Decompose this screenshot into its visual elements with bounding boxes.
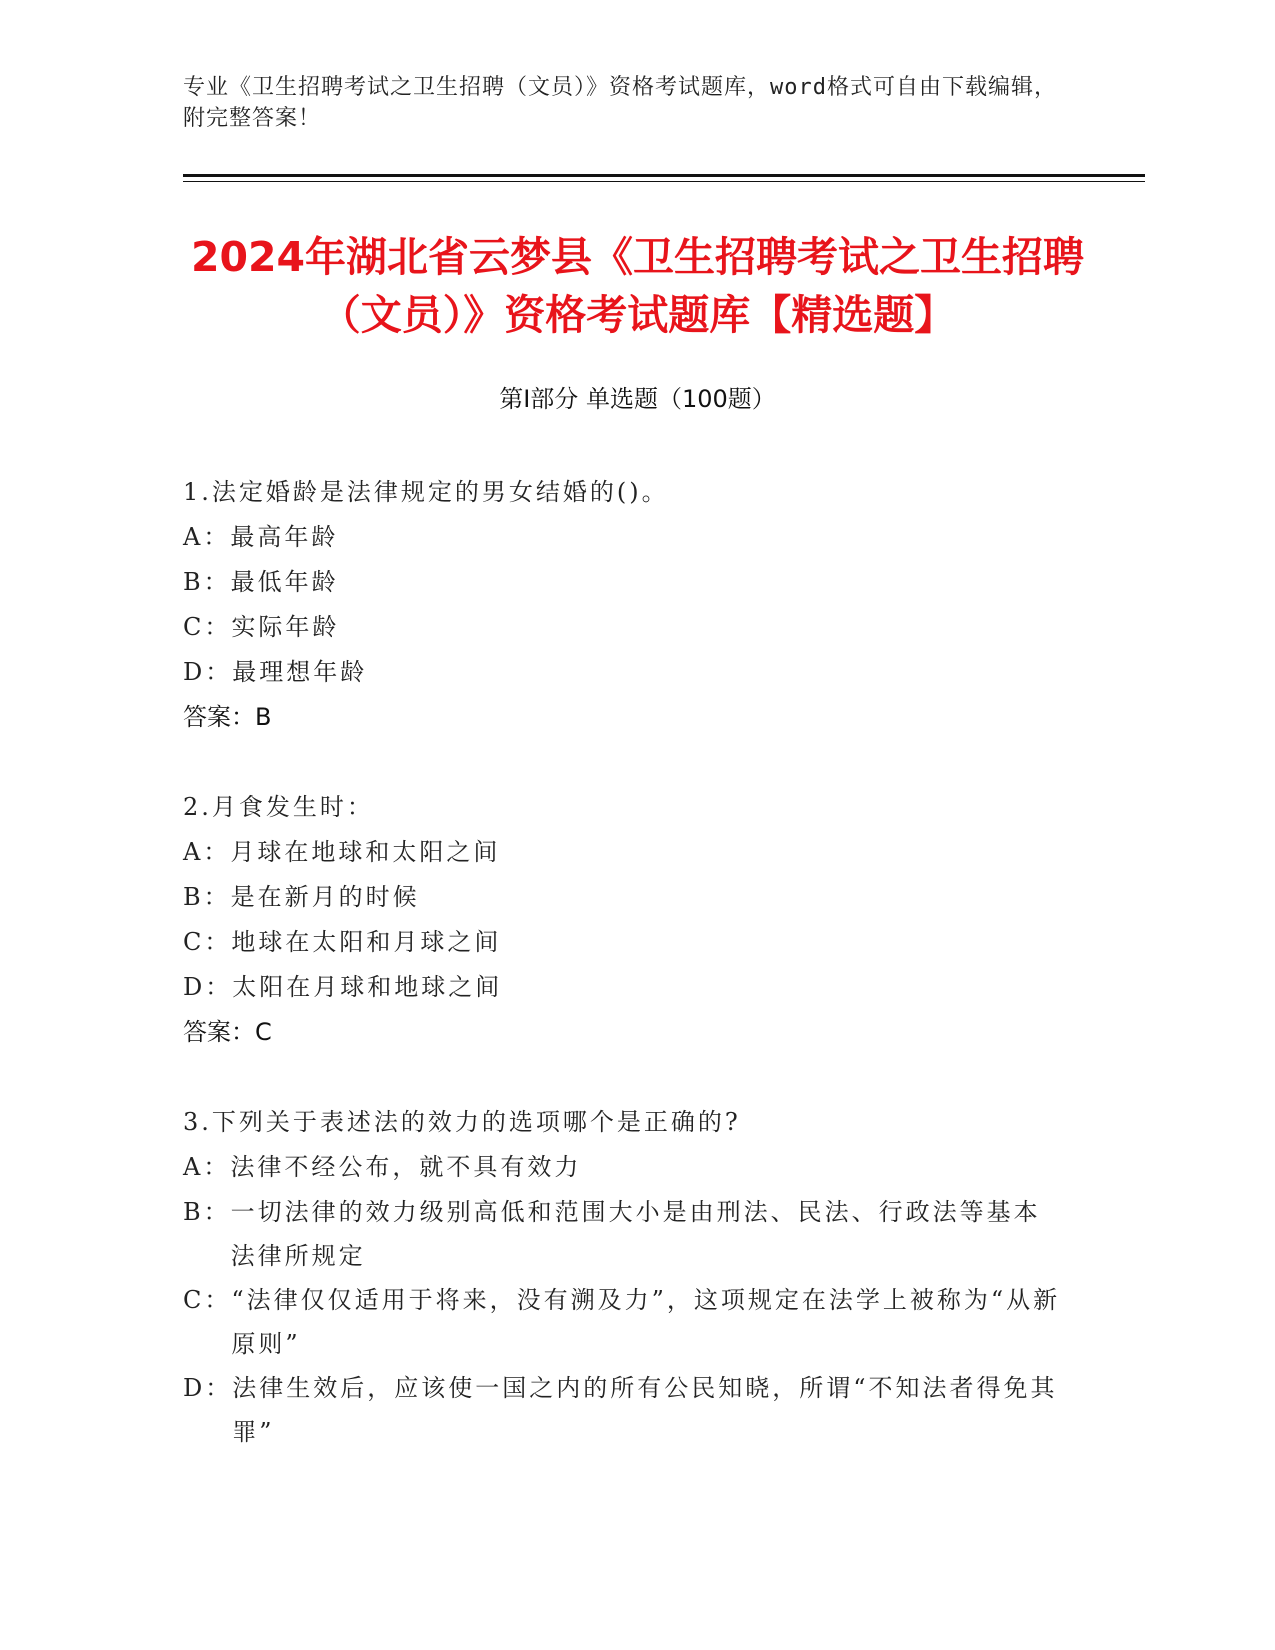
option-letter: A： [183,523,231,551]
document-title: 2024年湖北省云梦县《卫生招聘考试之卫生招聘（文员）》资格考试题库【精选题】 [190,233,1085,339]
option-text: 法律生效后，应该使一国之内的所有公民知晓，所谓“不知法者得免其罪” [232,1374,1058,1446]
option-letter: D： [183,973,233,1001]
option-b [183,1190,1063,1278]
option-letter: B： [183,1198,231,1226]
option-a [183,515,1063,560]
option-a [183,1145,1063,1190]
question-stem: 1.法定婚龄是法律规定的男女结婚的()。 [183,478,669,506]
header-note: 专业《卫生招聘考试之卫生招聘（文员）》资格考试题库，word格式可自由下载编辑，附完整答案！ [183,75,1057,131]
option-letter: A： [183,1153,231,1181]
option-text: 实际年龄 [231,613,340,641]
option-c [183,920,1063,965]
option-letter: C： [183,613,232,641]
question-2 [183,785,1063,1055]
header-rule-thick [183,174,1145,177]
option-letter: C： [183,928,232,956]
option-d [183,1366,1063,1454]
option-text: 最高年龄 [230,523,339,551]
section-heading: 第Ⅰ部分 单选题（100题） [499,385,776,413]
option-letter: B： [183,568,231,596]
option-c [183,605,1063,650]
option-text: “法律仅仅适用于将来，没有溯及力”，这项规定在法学上被称为“从新原则” [231,1286,1061,1358]
question-stem: 2.月食发生时： [183,793,374,821]
option-a [183,830,1063,875]
question-3 [183,1100,1063,1454]
option-text: 太阳在月球和地球之间 [232,973,503,1001]
option-d [183,650,1063,695]
option-b [183,560,1063,605]
option-text: 月球在地球和太阳之间 [230,838,501,866]
question-stem: 3.下列关于表述法的效力的选项哪个是正确的? [183,1108,741,1136]
option-text: 法律不经公布，就不具有效力 [230,1153,582,1181]
answer-line: 答案：C [183,1018,272,1046]
option-letter: A： [183,838,231,866]
option-letter: B： [183,883,231,911]
option-text: 地球在太阳和月球之间 [231,928,502,956]
option-letter: D： [183,1374,233,1402]
option-text: 最低年龄 [230,568,339,596]
question-1 [183,470,1063,740]
option-letter: D： [183,658,233,686]
option-d [183,965,1063,1010]
option-text: 最理想年龄 [232,658,368,686]
option-text: 是在新月的时候 [230,883,420,911]
answer-line: 答案：B [183,703,272,731]
option-b [183,875,1063,920]
option-letter: C： [183,1286,232,1314]
option-c [183,1278,1063,1366]
option-text: 一切法律的效力级别高低和范围大小是由刑法、民法、行政法等基本法律所规定 [230,1198,1041,1270]
question-list [183,470,1063,1499]
header-rule-thin [183,181,1145,182]
